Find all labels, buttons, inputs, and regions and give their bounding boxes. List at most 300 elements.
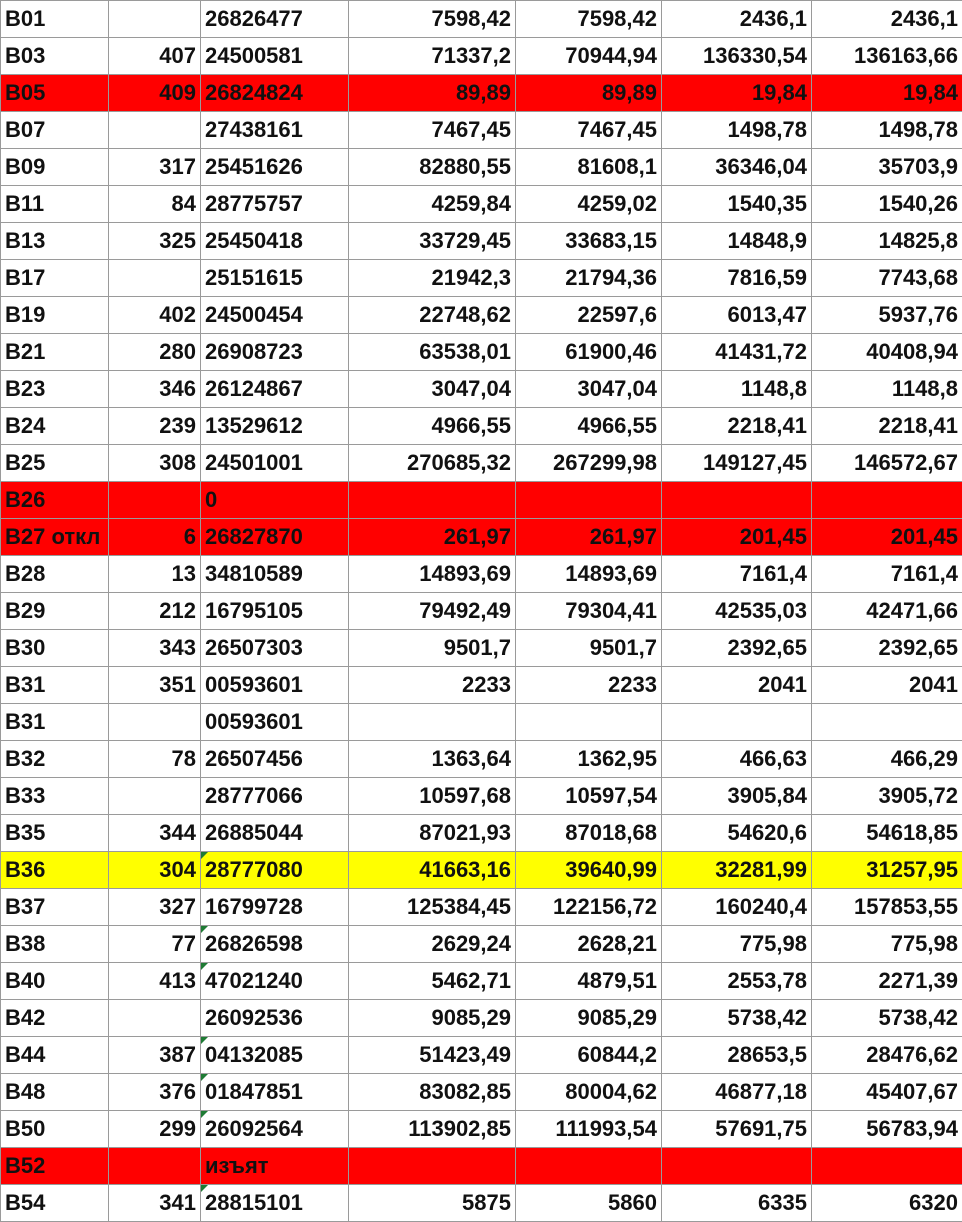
- cell-value-4-text: 2436,1: [890, 6, 958, 31]
- cell-value-1[interactable]: [349, 149, 516, 186]
- cell-meter-id[interactable]: [201, 1148, 349, 1185]
- cell-value-3-text: 775,98: [739, 931, 807, 956]
- cell-meter-id[interactable]: [201, 75, 349, 112]
- cell-value-1-text: 21942,3: [431, 265, 511, 290]
- cell-value-4[interactable]: [812, 371, 962, 408]
- cell-meter-id[interactable]: [201, 186, 349, 223]
- cell-value-1[interactable]: [349, 1148, 516, 1185]
- cell-meter-id[interactable]: [201, 408, 349, 445]
- cell-value-1[interactable]: [349, 186, 516, 223]
- cell-number-text: 351: [159, 672, 196, 697]
- cell-code[interactable]: [1, 926, 109, 963]
- cell-code[interactable]: [1, 149, 109, 186]
- cell-meter-id[interactable]: [201, 630, 349, 667]
- cell-value-3[interactable]: [662, 1111, 812, 1148]
- cell-code[interactable]: [1, 1074, 109, 1111]
- cell-value-3[interactable]: [662, 519, 812, 556]
- cell-code[interactable]: [1, 445, 109, 482]
- cell-value-3-text: 57691,75: [715, 1116, 807, 1141]
- cell-value-1-text: 10597,68: [419, 783, 511, 808]
- cell-meter-id[interactable]: [201, 704, 349, 741]
- cell-value-2-text: 9085,29: [577, 1005, 657, 1030]
- cell-code[interactable]: [1, 482, 109, 519]
- cell-value-4[interactable]: [812, 1, 962, 38]
- cell-value-4[interactable]: [812, 593, 962, 630]
- cell-value-3[interactable]: [662, 1000, 812, 1037]
- cell-value-1[interactable]: [349, 1074, 516, 1111]
- cell-number-text: 325: [159, 228, 196, 253]
- cell-code[interactable]: [1, 371, 109, 408]
- cell-number-text: 84: [171, 191, 196, 216]
- cell-value-1[interactable]: [349, 112, 516, 149]
- cell-number-text: 77: [171, 931, 196, 956]
- cell-code[interactable]: [1, 38, 109, 75]
- cell-number[interactable]: [109, 223, 201, 260]
- cell-value-2[interactable]: [516, 519, 662, 556]
- cell-meter-id[interactable]: [201, 1000, 349, 1037]
- cell-value-3[interactable]: [662, 223, 812, 260]
- cell-value-4[interactable]: [812, 149, 962, 186]
- cell-code[interactable]: [1, 297, 109, 334]
- cell-value-2[interactable]: [516, 1074, 662, 1111]
- cell-value-2[interactable]: [516, 297, 662, 334]
- cell-value-2[interactable]: [516, 75, 662, 112]
- table-row: [1, 1037, 962, 1074]
- cell-value-2-text: 39640,99: [565, 857, 657, 882]
- cell-value-3[interactable]: [662, 445, 812, 482]
- cell-value-2[interactable]: [516, 963, 662, 1000]
- cell-number[interactable]: [109, 815, 201, 852]
- cell-value-3[interactable]: [662, 1074, 812, 1111]
- cell-code[interactable]: [1, 408, 109, 445]
- cell-value-3-text: 1540,35: [727, 191, 807, 216]
- cell-value-4[interactable]: [812, 1037, 962, 1074]
- cell-code-text: B44: [5, 1042, 46, 1067]
- cell-code-text: B42: [5, 1005, 46, 1030]
- cell-value-4[interactable]: [812, 778, 962, 815]
- cell-value-3[interactable]: [662, 556, 812, 593]
- cell-value-2[interactable]: [516, 1, 662, 38]
- cell-number[interactable]: [109, 371, 201, 408]
- cell-number[interactable]: [109, 593, 201, 630]
- cell-number[interactable]: [109, 1111, 201, 1148]
- cell-value-1[interactable]: [349, 371, 516, 408]
- cell-value-1[interactable]: [349, 334, 516, 371]
- cell-value-2-text: 3047,04: [577, 376, 657, 401]
- cell-value-3[interactable]: [662, 667, 812, 704]
- cell-value-3[interactable]: [662, 260, 812, 297]
- cell-meter-id[interactable]: [201, 371, 349, 408]
- cell-value-4[interactable]: [812, 112, 962, 149]
- table-row: [1, 371, 962, 408]
- cell-code-text: B25: [5, 450, 46, 475]
- cell-code[interactable]: [1, 1111, 109, 1148]
- cell-value-4[interactable]: [812, 667, 962, 704]
- cell-number[interactable]: [109, 667, 201, 704]
- cell-meter-id[interactable]: [201, 260, 349, 297]
- cell-meter-id-text: 0: [205, 487, 218, 512]
- cell-value-4[interactable]: [812, 741, 962, 778]
- cell-code[interactable]: [1, 852, 109, 889]
- table-row: [1, 38, 962, 75]
- cell-number[interactable]: [109, 630, 201, 667]
- cell-code-text: B24: [5, 413, 46, 438]
- cell-number[interactable]: [109, 889, 201, 926]
- cell-number[interactable]: [109, 38, 201, 75]
- cell-code-text: B01: [5, 6, 46, 31]
- cell-value-3-text: 7161,4: [739, 561, 807, 586]
- cell-value-2-text: 7598,42: [577, 6, 657, 31]
- cell-code[interactable]: [1, 334, 109, 371]
- cell-value-3-text: 201,45: [739, 524, 807, 549]
- cell-code[interactable]: [1, 963, 109, 1000]
- cell-value-2[interactable]: [516, 1148, 662, 1185]
- cell-value-4[interactable]: [812, 1148, 962, 1185]
- cell-code[interactable]: [1, 815, 109, 852]
- cell-value-1[interactable]: [349, 778, 516, 815]
- cell-meter-id[interactable]: [201, 223, 349, 260]
- cell-meter-id[interactable]: [201, 593, 349, 630]
- cell-meter-id[interactable]: [201, 1037, 349, 1074]
- cell-value-3[interactable]: [662, 963, 812, 1000]
- cell-value-1[interactable]: [349, 1037, 516, 1074]
- cell-value-1[interactable]: [349, 704, 516, 741]
- cell-value-3[interactable]: [662, 482, 812, 519]
- cell-value-2[interactable]: [516, 1037, 662, 1074]
- cell-value-1-text: 87021,93: [419, 820, 511, 845]
- cell-value-3[interactable]: [662, 926, 812, 963]
- cell-value-3[interactable]: [662, 408, 812, 445]
- cell-value-3[interactable]: [662, 75, 812, 112]
- cell-number[interactable]: [109, 963, 201, 1000]
- cell-meter-id-text: 00593601: [205, 709, 303, 734]
- error-indicator-icon: [201, 926, 208, 933]
- cell-code[interactable]: [1, 260, 109, 297]
- cell-value-3[interactable]: [662, 297, 812, 334]
- cell-value-4[interactable]: [812, 1000, 962, 1037]
- cell-meter-id[interactable]: [201, 112, 349, 149]
- cell-code[interactable]: [1, 1185, 109, 1222]
- cell-value-2-text: 87018,68: [565, 820, 657, 845]
- cell-value-1-text: 14893,69: [419, 561, 511, 586]
- cell-number[interactable]: [109, 778, 201, 815]
- cell-value-2[interactable]: [516, 741, 662, 778]
- cell-value-1-text: 5875: [462, 1190, 511, 1215]
- cell-value-3[interactable]: [662, 1, 812, 38]
- cell-meter-id[interactable]: [201, 1111, 349, 1148]
- cell-value-1[interactable]: [349, 1000, 516, 1037]
- cell-value-2[interactable]: [516, 112, 662, 149]
- cell-value-1[interactable]: [349, 519, 516, 556]
- cell-value-3[interactable]: [662, 371, 812, 408]
- cell-value-4[interactable]: [812, 556, 962, 593]
- cell-value-4[interactable]: [812, 186, 962, 223]
- table-row: [1, 593, 962, 630]
- cell-value-4-text: 201,45: [890, 524, 958, 549]
- cell-value-3[interactable]: [662, 815, 812, 852]
- cell-value-4[interactable]: [812, 1185, 962, 1222]
- cell-value-4[interactable]: [812, 445, 962, 482]
- cell-value-1[interactable]: [349, 297, 516, 334]
- cell-meter-id[interactable]: [201, 963, 349, 1000]
- cell-meter-id-text: 24500581: [205, 43, 303, 68]
- cell-code[interactable]: [1, 889, 109, 926]
- cell-value-1[interactable]: [349, 445, 516, 482]
- cell-number[interactable]: [109, 112, 201, 149]
- cell-number[interactable]: [109, 260, 201, 297]
- cell-code[interactable]: [1, 704, 109, 741]
- cell-value-4[interactable]: [812, 1074, 962, 1111]
- cell-value-2[interactable]: [516, 1185, 662, 1222]
- cell-value-1[interactable]: [349, 667, 516, 704]
- cell-meter-id-text: 27438161: [205, 117, 303, 142]
- cell-value-2[interactable]: [516, 852, 662, 889]
- cell-value-4[interactable]: [812, 963, 962, 1000]
- cell-value-3[interactable]: [662, 889, 812, 926]
- cell-value-4[interactable]: [812, 926, 962, 963]
- cell-value-4[interactable]: [812, 852, 962, 889]
- cell-value-1[interactable]: [349, 75, 516, 112]
- cell-meter-id[interactable]: [201, 482, 349, 519]
- cell-code-text: B19: [5, 302, 46, 327]
- cell-number[interactable]: [109, 1037, 201, 1074]
- cell-meter-id-text: 26092564: [205, 1116, 303, 1141]
- cell-value-4[interactable]: [812, 297, 962, 334]
- cell-value-4[interactable]: [812, 815, 962, 852]
- cell-value-2[interactable]: [516, 778, 662, 815]
- cell-code[interactable]: [1, 630, 109, 667]
- cell-code[interactable]: [1, 75, 109, 112]
- cell-value-2-text: 70944,94: [565, 43, 657, 68]
- cell-number[interactable]: [109, 1148, 201, 1185]
- cell-value-3[interactable]: [662, 630, 812, 667]
- table-row: [1, 334, 962, 371]
- cell-value-1[interactable]: [349, 593, 516, 630]
- cell-value-3[interactable]: [662, 593, 812, 630]
- cell-value-2[interactable]: [516, 556, 662, 593]
- cell-value-2[interactable]: [516, 630, 662, 667]
- cell-meter-id-text: 25451626: [205, 154, 303, 179]
- cell-code[interactable]: [1, 667, 109, 704]
- cell-code[interactable]: [1, 186, 109, 223]
- cell-meter-id[interactable]: [201, 741, 349, 778]
- cell-value-1[interactable]: [349, 852, 516, 889]
- cell-value-1[interactable]: [349, 963, 516, 1000]
- cell-code[interactable]: [1, 741, 109, 778]
- cell-value-2[interactable]: [516, 667, 662, 704]
- cell-number[interactable]: [109, 445, 201, 482]
- cell-value-3[interactable]: [662, 778, 812, 815]
- cell-code[interactable]: [1, 556, 109, 593]
- cell-code-text: B21: [5, 339, 46, 364]
- cell-meter-id[interactable]: [201, 889, 349, 926]
- cell-value-3-text: 54620,6: [727, 820, 807, 845]
- cell-meter-id[interactable]: [201, 334, 349, 371]
- cell-meter-id[interactable]: [201, 1, 349, 38]
- cell-value-3[interactable]: [662, 1148, 812, 1185]
- cell-value-1[interactable]: [349, 556, 516, 593]
- cell-code[interactable]: [1, 112, 109, 149]
- cell-code[interactable]: [1, 778, 109, 815]
- cell-value-1[interactable]: [349, 408, 516, 445]
- cell-value-1[interactable]: [349, 223, 516, 260]
- cell-value-1[interactable]: [349, 260, 516, 297]
- cell-meter-id[interactable]: [201, 149, 349, 186]
- cell-value-4[interactable]: [812, 260, 962, 297]
- cell-number[interactable]: [109, 852, 201, 889]
- cell-value-1[interactable]: [349, 926, 516, 963]
- cell-value-4[interactable]: [812, 1111, 962, 1148]
- cell-meter-id[interactable]: [201, 556, 349, 593]
- cell-value-2[interactable]: [516, 593, 662, 630]
- cell-meter-id[interactable]: [201, 926, 349, 963]
- cell-meter-id[interactable]: [201, 1185, 349, 1222]
- table-row: [1, 1185, 962, 1222]
- cell-value-2[interactable]: [516, 889, 662, 926]
- cell-code-text: B26: [5, 487, 46, 512]
- cell-number-text: 407: [159, 43, 196, 68]
- cell-value-2[interactable]: [516, 1000, 662, 1037]
- cell-value-3[interactable]: [662, 741, 812, 778]
- cell-value-2[interactable]: [516, 371, 662, 408]
- cell-value-4[interactable]: [812, 223, 962, 260]
- cell-value-1[interactable]: [349, 815, 516, 852]
- cell-value-4[interactable]: [812, 519, 962, 556]
- cell-value-1-text: 7598,42: [431, 6, 511, 31]
- cell-value-3[interactable]: [662, 1037, 812, 1074]
- cell-value-3-text: 42535,03: [715, 598, 807, 623]
- cell-value-1[interactable]: [349, 630, 516, 667]
- cell-value-2[interactable]: [516, 186, 662, 223]
- cell-code-text: B52: [5, 1153, 46, 1178]
- cell-code[interactable]: [1, 1, 109, 38]
- cell-meter-id[interactable]: [201, 1074, 349, 1111]
- cell-meter-id[interactable]: [201, 778, 349, 815]
- cell-value-3[interactable]: [662, 149, 812, 186]
- cell-number[interactable]: [109, 556, 201, 593]
- cell-number[interactable]: [109, 1074, 201, 1111]
- cell-code[interactable]: [1, 1000, 109, 1037]
- table-row: [1, 1111, 962, 1148]
- cell-value-3-text: 2041: [758, 672, 807, 697]
- cell-value-2[interactable]: [516, 926, 662, 963]
- table-row: [1, 741, 962, 778]
- cell-number[interactable]: [109, 408, 201, 445]
- cell-meter-id[interactable]: [201, 852, 349, 889]
- cell-value-2[interactable]: [516, 223, 662, 260]
- cell-value-4[interactable]: [812, 889, 962, 926]
- cell-number[interactable]: [109, 926, 201, 963]
- cell-meter-id-text: 16799728: [205, 894, 303, 919]
- cell-number[interactable]: [109, 297, 201, 334]
- cell-meter-id[interactable]: [201, 445, 349, 482]
- cell-value-1[interactable]: [349, 1185, 516, 1222]
- cell-value-3[interactable]: [662, 38, 812, 75]
- cell-number[interactable]: [109, 186, 201, 223]
- cell-value-4-text: 7161,4: [890, 561, 958, 586]
- cell-meter-id[interactable]: [201, 38, 349, 75]
- cell-value-3-text: 149127,45: [703, 450, 807, 475]
- cell-number[interactable]: [109, 1, 201, 38]
- cell-value-2[interactable]: [516, 704, 662, 741]
- table-row: [1, 1074, 962, 1111]
- cell-value-4[interactable]: [812, 630, 962, 667]
- cell-code[interactable]: [1, 1037, 109, 1074]
- cell-number[interactable]: [109, 1000, 201, 1037]
- cell-value-3[interactable]: [662, 186, 812, 223]
- cell-value-4[interactable]: [812, 38, 962, 75]
- cell-value-3[interactable]: [662, 112, 812, 149]
- cell-value-4[interactable]: [812, 408, 962, 445]
- cell-value-2[interactable]: [516, 1111, 662, 1148]
- cell-value-3-text: 36346,04: [715, 154, 807, 179]
- cell-value-2[interactable]: [516, 482, 662, 519]
- cell-value-2-text: 80004,62: [565, 1079, 657, 1104]
- cell-value-1[interactable]: [349, 482, 516, 519]
- cell-value-1[interactable]: [349, 889, 516, 926]
- cell-code-text: B28: [5, 561, 46, 586]
- cell-value-3-text: 466,63: [739, 746, 807, 771]
- cell-code[interactable]: [1, 223, 109, 260]
- cell-value-1-text: 63538,01: [419, 339, 511, 364]
- cell-value-3[interactable]: [662, 852, 812, 889]
- cell-value-1[interactable]: [349, 38, 516, 75]
- cell-value-4[interactable]: [812, 482, 962, 519]
- cell-value-3-text: 136330,54: [703, 43, 807, 68]
- cell-value-3-text: 160240,4: [715, 894, 807, 919]
- cell-code-text: B50: [5, 1116, 46, 1141]
- cell-value-2[interactable]: [516, 38, 662, 75]
- cell-meter-id[interactable]: [201, 815, 349, 852]
- cell-value-2[interactable]: [516, 815, 662, 852]
- cell-value-2[interactable]: [516, 334, 662, 371]
- cell-value-2[interactable]: [516, 149, 662, 186]
- cell-number[interactable]: [109, 334, 201, 371]
- cell-value-1-text: 2629,24: [431, 931, 511, 956]
- cell-value-4[interactable]: [812, 334, 962, 371]
- cell-code[interactable]: [1, 519, 109, 556]
- cell-value-1[interactable]: [349, 1, 516, 38]
- cell-value-2[interactable]: [516, 445, 662, 482]
- cell-code[interactable]: [1, 593, 109, 630]
- cell-value-3[interactable]: [662, 1185, 812, 1222]
- cell-value-1[interactable]: [349, 741, 516, 778]
- cell-value-4[interactable]: [812, 75, 962, 112]
- cell-value-4[interactable]: [812, 704, 962, 741]
- cell-meter-id-text: 26885044: [205, 820, 303, 845]
- cell-number[interactable]: [109, 482, 201, 519]
- cell-meter-id[interactable]: [201, 667, 349, 704]
- cell-meter-id[interactable]: [201, 519, 349, 556]
- cell-value-2[interactable]: [516, 260, 662, 297]
- cell-number[interactable]: [109, 519, 201, 556]
- table-row: [1, 630, 962, 667]
- cell-number[interactable]: [109, 75, 201, 112]
- cell-number[interactable]: [109, 741, 201, 778]
- cell-value-3[interactable]: [662, 334, 812, 371]
- cell-number[interactable]: [109, 704, 201, 741]
- cell-number[interactable]: [109, 149, 201, 186]
- cell-value-1[interactable]: [349, 1111, 516, 1148]
- cell-meter-id[interactable]: [201, 297, 349, 334]
- cell-number[interactable]: [109, 1185, 201, 1222]
- table-row: [1, 1000, 962, 1037]
- cell-value-2[interactable]: [516, 408, 662, 445]
- table-row: [1, 112, 962, 149]
- cell-meter-id-text: 26826598: [205, 931, 303, 956]
- cell-code[interactable]: [1, 1148, 109, 1185]
- cell-value-3[interactable]: [662, 704, 812, 741]
